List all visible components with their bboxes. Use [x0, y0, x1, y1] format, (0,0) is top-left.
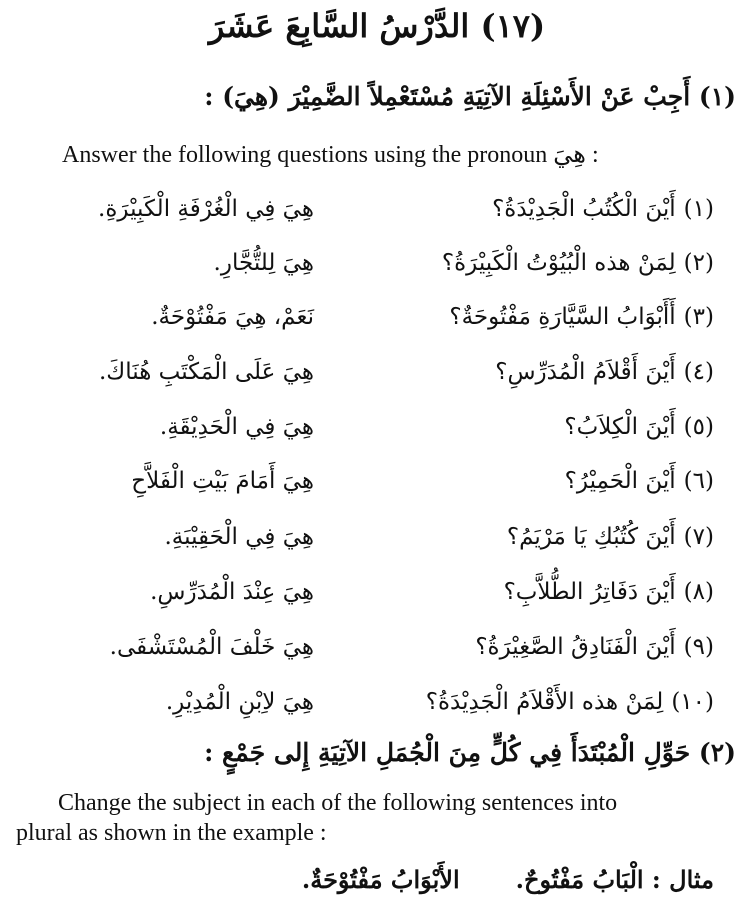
question-text: لِمَنْ هذه الْبُيُوْتُ الْكَبِيْرَةُ؟ [441, 250, 676, 276]
answer-text: هِيَ لاِبْنِ الْمُدِيْرِ. [165, 689, 314, 715]
lesson-title: (١٧) الدَّرْسُ السَّابِعَ عَشَرَ [208, 7, 546, 45]
question-number: (٢) [683, 250, 714, 276]
question [334, 569, 714, 615]
question [334, 186, 714, 232]
exercise-2-heading: (٢) حَوِّلِ الْمُبْتَدَأَ فِي كُلٍّ مِنَ الْجُمَلِ الآتِيَةِ إِلى جَمْعٍ : [204, 738, 736, 767]
pronoun-text: هِيَ [553, 142, 586, 168]
qa-row-4 [0, 349, 754, 395]
exercise-1-instruction [62, 140, 599, 170]
question-number: (١) [683, 196, 714, 222]
question-text: أَيْنَ الْكُتُبُ الْجَدِيْدَةُ؟ [492, 196, 676, 222]
question-number: (٥) [683, 414, 714, 440]
exercise-2-instruction-line-1: Change the subject in each of the following sentences into [58, 790, 618, 816]
qa-row-10 [0, 679, 754, 725]
question [334, 240, 714, 286]
question-text: أَيْنَ الْحَمِيْرُ؟ [564, 468, 676, 494]
qa-row-2 [0, 240, 754, 286]
question-text: أَيْنَ أَقْلاَمُ الْمُدَرِّسِ؟ [495, 359, 676, 385]
qa-row-3 [0, 294, 754, 340]
question-text: أَيْنَ الْفَنَادِقُ الصَّغِيْرَةُ؟ [475, 634, 676, 660]
answer-text: هِيَ عِنْدَ الْمُدَرِّسِ. [150, 579, 314, 605]
question-text: أَأَبْوَابُ السَّيَّارَةِ مَفْتُوحَةٌ؟ [449, 304, 676, 330]
answer-text: هِيَ خَلْفَ الْمُسْتَشْفَى. [109, 634, 314, 660]
question-number: (١٠) [671, 689, 714, 715]
qa-row-5 [0, 404, 754, 450]
answer-text: نَعَمْ، هِيَ مَفْتُوْحَةٌ. [151, 304, 314, 330]
answer-text: هِيَ فِي الْغُرْفَةِ الْكَبِيْرَةِ. [98, 196, 314, 222]
answer-text: هِيَ عَلَى الْمَكْتَبِ هُنَاكَ. [98, 359, 314, 385]
question-number: (٤) [683, 359, 714, 385]
answer-text: هِيَ أَمَامَ بَيْتِ الْفَلاَّحِ [131, 468, 314, 494]
answer-text: هِيَ فِي الْحَدِيْقَةِ. [159, 414, 314, 440]
qa-row-9 [0, 624, 754, 670]
example-answer: الأَبْوَابُ مَفْتُوْحَةٌ. [301, 865, 460, 894]
qa-row-6 [0, 458, 754, 504]
question [334, 514, 714, 560]
example-line [14, 860, 714, 900]
question [334, 679, 714, 725]
question-number: (٧) [683, 524, 714, 550]
answer-text: هِيَ لِلتُّجَّارِ. [213, 250, 314, 276]
question-text: أَيْنَ كُتُبُكِ يَا مَرْيَمُ؟ [506, 524, 676, 550]
qa-row-7 [0, 514, 754, 560]
qa-row-8 [0, 569, 754, 615]
question-number: (٣) [683, 304, 714, 330]
question-text: أَيْنَ دَفَاتِرُ الطُّلاَّبِ؟ [503, 579, 676, 605]
instruction-text: Answer the following questions using the pronoun [62, 142, 548, 168]
question-number: (٦) [683, 468, 714, 494]
instruction-colon: : [591, 142, 599, 168]
question [334, 349, 714, 395]
question [334, 404, 714, 450]
exercise-2-instruction-line-2: plural as shown in the example : [16, 820, 327, 846]
question [334, 458, 714, 504]
question-text: أَيْنَ الْكِلاَبُ؟ [564, 414, 676, 440]
question-number: (٨) [683, 579, 714, 605]
answer-text: هِيَ فِي الْحَقِيْبَةِ. [164, 524, 314, 550]
question-number: (٩) [683, 634, 714, 660]
question [334, 624, 714, 670]
question [334, 294, 714, 340]
qa-row-1 [0, 186, 754, 232]
exercise-1-heading: (١) أَجِبْ عَنْ الأَسْئِلَةِ الآتِيَةِ مُسْتَعْمِلاً الضَّمِيْرَ (هِيَ) : [204, 82, 736, 111]
example-label: مثال : الْبَابُ مَفْتُوحٌ. [515, 865, 714, 894]
question-text: لِمَنْ هذه الأَقْلاَمُ الْجَدِيْدَةُ؟ [425, 689, 664, 715]
